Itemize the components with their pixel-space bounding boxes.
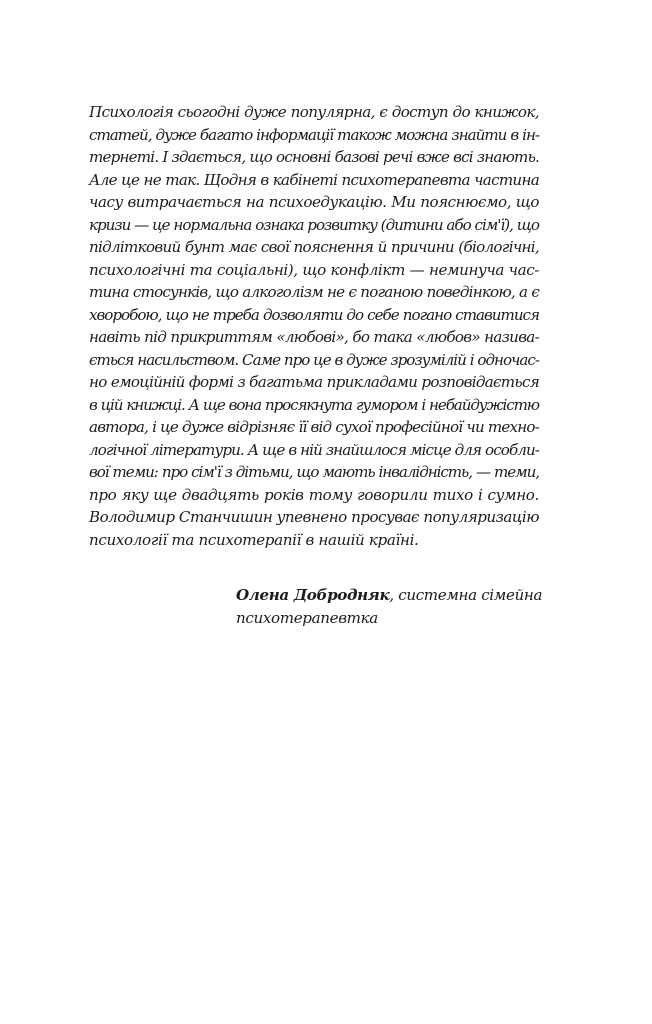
text-line: в цій книжці. А ще вона просякнута гумором і небайдужістю bbox=[89, 395, 539, 414]
text-line: підлітковий бунт має свої пояснення й причини (біологічні, bbox=[89, 238, 539, 256]
author-role-part1: , системна сімейна bbox=[389, 586, 543, 604]
text-line: Але це не так. Щодня в кабінеті психотерапевта частина bbox=[89, 170, 539, 189]
text-line: Володимир Станчишин упевнено просуває популяризацію bbox=[89, 508, 539, 526]
text-line: тина стосунків, що алкоголізм не є поганою поведінкою, а є bbox=[89, 283, 539, 301]
text-line: статей, дуже багато інформації також можна знайти в ін- bbox=[89, 125, 539, 144]
attribution-line-1 bbox=[236, 584, 546, 607]
text-line: часу витрачається на психоедукацію. Ми пояснюємо, що bbox=[89, 193, 539, 211]
text-line: кризи — це нормальна ознака розвитку (дитини або сім'ї), що bbox=[89, 215, 539, 234]
text-line: психології та психотерапії в нашій країні. bbox=[89, 530, 419, 549]
text-line: навіть під прикриттям «любові», бо така «любов» назива- bbox=[89, 328, 539, 346]
text-line: вої теми: про сім'ї з дітьми, що мають інвалідність, — теми, bbox=[89, 463, 539, 481]
text-line: автора, і це дуже відрізняє її від сухої професійної чи техно- bbox=[89, 418, 539, 436]
author-name: Олена Добродняк bbox=[236, 586, 390, 604]
attribution-line-2: психотерапевтка bbox=[236, 608, 378, 627]
text-line: но емоційній формі з багатьма прикладами розповідається bbox=[89, 373, 539, 391]
text-line: ється насильством. Саме про це в дуже зрозумілій і одночас- bbox=[89, 350, 539, 369]
text-line: Психологія сьогодні дуже популярна, є доступ до книжок, bbox=[89, 103, 539, 121]
text-line: тернеті. І здається, що основні базові речі вже всі знають. bbox=[89, 148, 539, 166]
testimonial-attribution bbox=[236, 584, 546, 629]
text-line: логічної літератури. А ще в ній знайшлося місце для особли- bbox=[89, 440, 539, 459]
text-line: про яку ще двадцять років тому говорили тихо і сумно. bbox=[89, 485, 539, 504]
testimonial-text bbox=[89, 101, 539, 551]
text-line: хворобою, що не треба дозволяти до себе погано ставитися bbox=[89, 305, 539, 324]
text-line: психологічні та соціальні), що конфлікт — неминуча час- bbox=[89, 260, 539, 279]
